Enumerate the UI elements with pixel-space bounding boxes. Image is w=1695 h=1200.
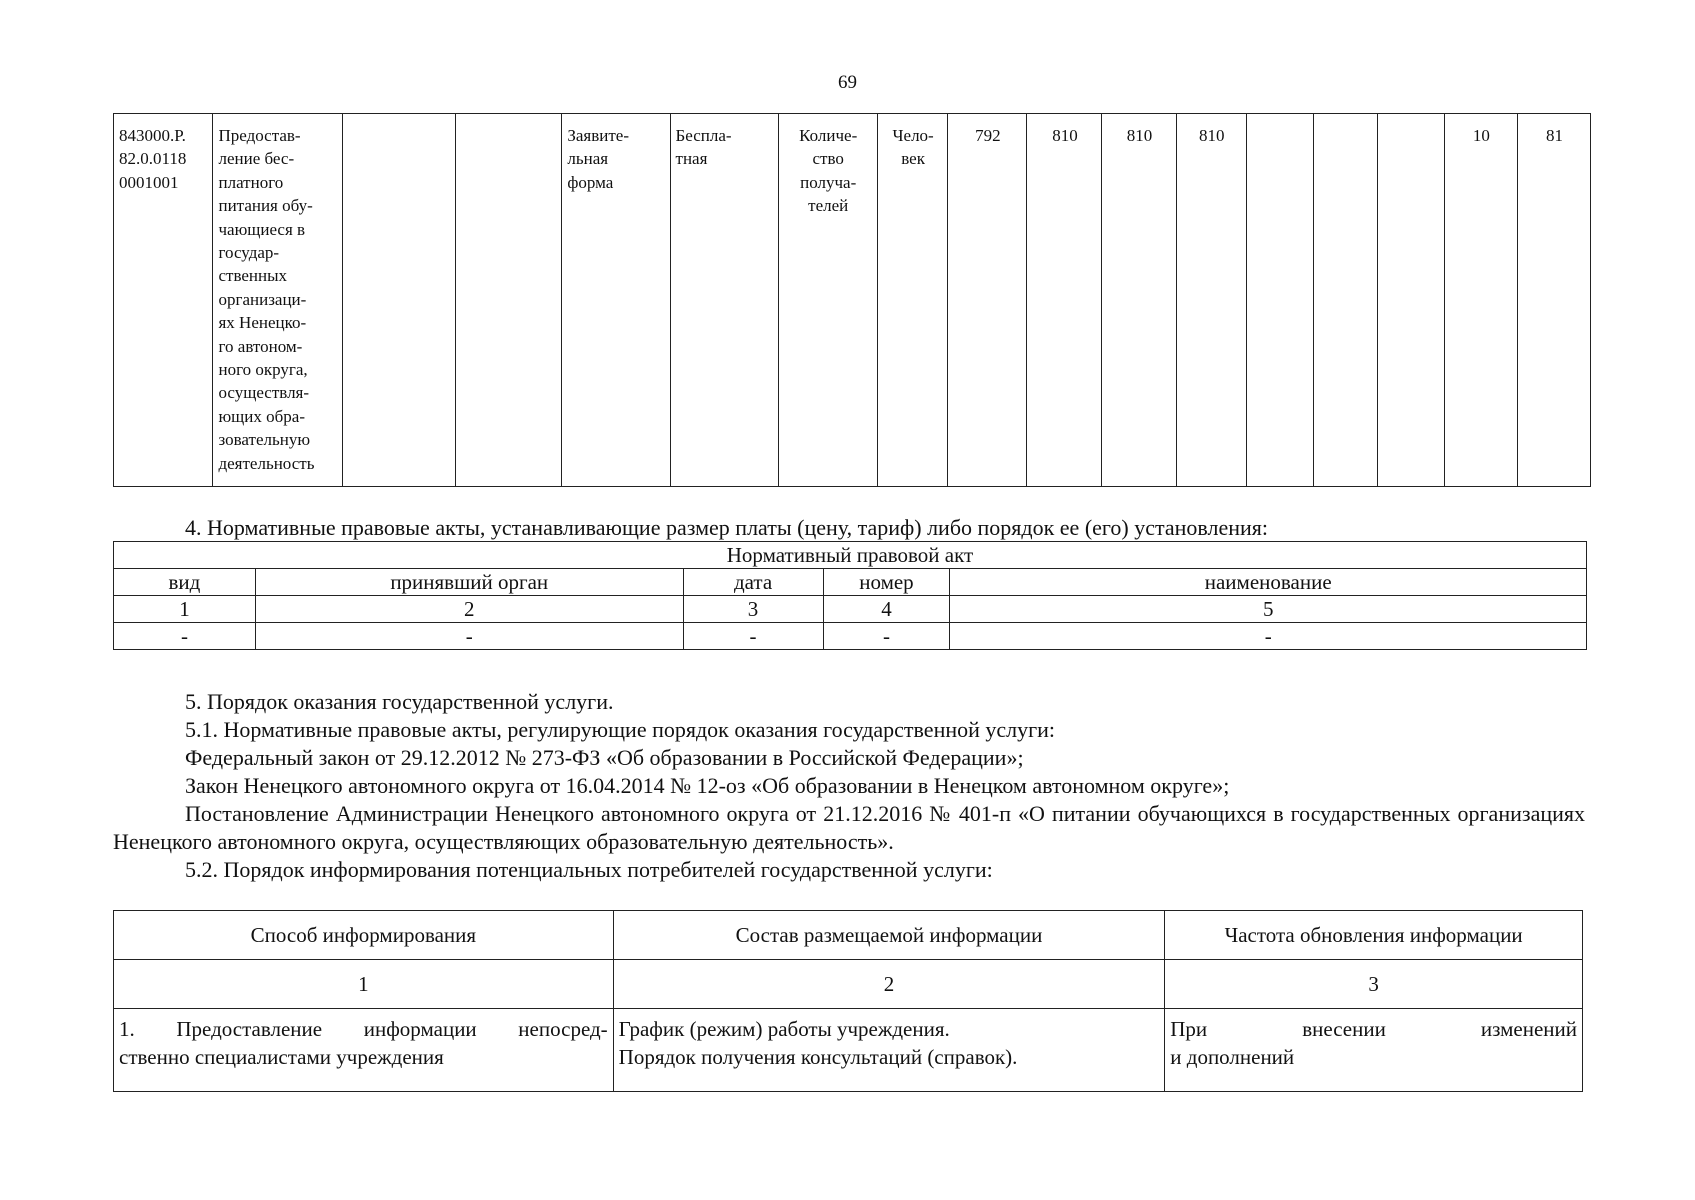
table-header-row (114, 911, 1583, 960)
update-frequency-cell (1165, 1009, 1583, 1092)
column-number: 4 (823, 596, 950, 623)
payment-cell: Беспла- тная (670, 114, 778, 487)
service-name-cell: Предостав- ление бес- платного питания обу- чающиеся в государ- ственных организаци- ях Ненецко- го автоном- ного округа, осуществля- ющих обра- зовательную деятельность (213, 114, 342, 487)
column-number-row (114, 960, 1583, 1009)
resolution-paragraph: Постановление Администрации Ненецкого автономного округа от 21.12.2016 № 401-п «О питании обучающихся в государственных организациях Ненецкого автономного округа, осуществляющих образовательную деятельность». (113, 801, 1585, 854)
form-cell: Заявите- льная форма (562, 114, 670, 487)
information-content-cell (613, 1009, 1165, 1092)
section-5-1-heading: 5.1. Нормативные правовые акты, регулирующие порядок оказания государственной услуги: (185, 717, 1056, 742)
legal-acts-fee-table (113, 541, 1587, 650)
column-header: наименование (950, 569, 1587, 596)
okei-code-cell: 792 (948, 114, 1027, 487)
table-row (114, 114, 1591, 487)
registry-code-cell: 843000.Р. 82.0.0118 0001001 (114, 114, 213, 487)
cell-line: График (режим) работы учреждения. (618, 1017, 950, 1041)
column-header: дата (683, 569, 823, 596)
indicator-cell: Количе- ство получа- телей (778, 114, 877, 487)
cell-line: ственно специалистами учреждения (119, 1045, 444, 1069)
informing-method-cell (114, 1009, 614, 1092)
column-header: Способ информирования (114, 911, 614, 960)
column-header: вид (114, 569, 256, 596)
empty-cell (1378, 114, 1445, 487)
table-row (114, 623, 1587, 650)
table-title: Нормативный правовой акт (114, 542, 1587, 569)
column-number: 3 (683, 596, 823, 623)
column-number: 1 (114, 596, 256, 623)
federal-law-paragraph: Федеральный закон от 29.12.2012 № 273-ФЗ «Об образовании в Российской Федерации»; (185, 745, 1024, 770)
column-header: принявший орган (255, 569, 683, 596)
value-cell: 810 (1176, 114, 1246, 487)
table-cell: - (823, 623, 950, 650)
table-cell: - (950, 623, 1587, 650)
regional-law-paragraph: Закон Ненецкого автономного округа от 16.04.2014 № 12-оз «Об образовании в Ненецком автономном округе»; (185, 773, 1230, 798)
column-number: 1 (114, 960, 614, 1009)
table-header-row (114, 569, 1587, 596)
table-cell: - (255, 623, 683, 650)
column-number: 2 (255, 596, 683, 623)
unit-cell: Чело- век (877, 114, 948, 487)
empty-cell (455, 114, 562, 487)
value-cell: 810 (1102, 114, 1176, 487)
empty-cell (1246, 114, 1313, 487)
section-5-heading: 5. Порядок оказания государственной услуги. (185, 689, 614, 714)
table-cell: - (683, 623, 823, 650)
table-title-row (114, 542, 1587, 569)
cell-line: и дополнений (1170, 1045, 1295, 1069)
table-row (114, 1009, 1583, 1092)
section-4-heading: 4. Нормативные правовые акты, устанавливающие размер платы (цену, тариф) либо порядок ее (его) установления: (185, 515, 1269, 540)
cell-line: 1. Предоставление информации непосред- (119, 1017, 608, 1041)
deviation-percent-cell: 10 (1444, 114, 1517, 487)
column-number: 2 (613, 960, 1165, 1009)
column-header: Состав размещаемой информации (613, 911, 1165, 960)
page-number: 69 (838, 72, 857, 93)
informing-methods-table (113, 910, 1583, 1092)
column-number: 3 (1165, 960, 1583, 1009)
column-header: номер (823, 569, 950, 596)
value-cell: 810 (1027, 114, 1102, 487)
table-cell: - (114, 623, 256, 650)
service-indicators-table (113, 113, 1591, 487)
deviation-absolute-cell: 81 (1517, 114, 1590, 487)
column-number-row (114, 596, 1587, 623)
cell-line: Порядок получения консультаций (справок). (618, 1045, 1018, 1069)
section-5-2-heading: 5.2. Порядок информирования потенциальных потребителей государственной услуги: (185, 857, 993, 882)
empty-cell (342, 114, 455, 487)
cell-line: При внесении изменений (1170, 1017, 1577, 1041)
column-header: Частота обновления информации (1165, 911, 1583, 960)
empty-cell (1313, 114, 1378, 487)
column-number: 5 (950, 596, 1587, 623)
